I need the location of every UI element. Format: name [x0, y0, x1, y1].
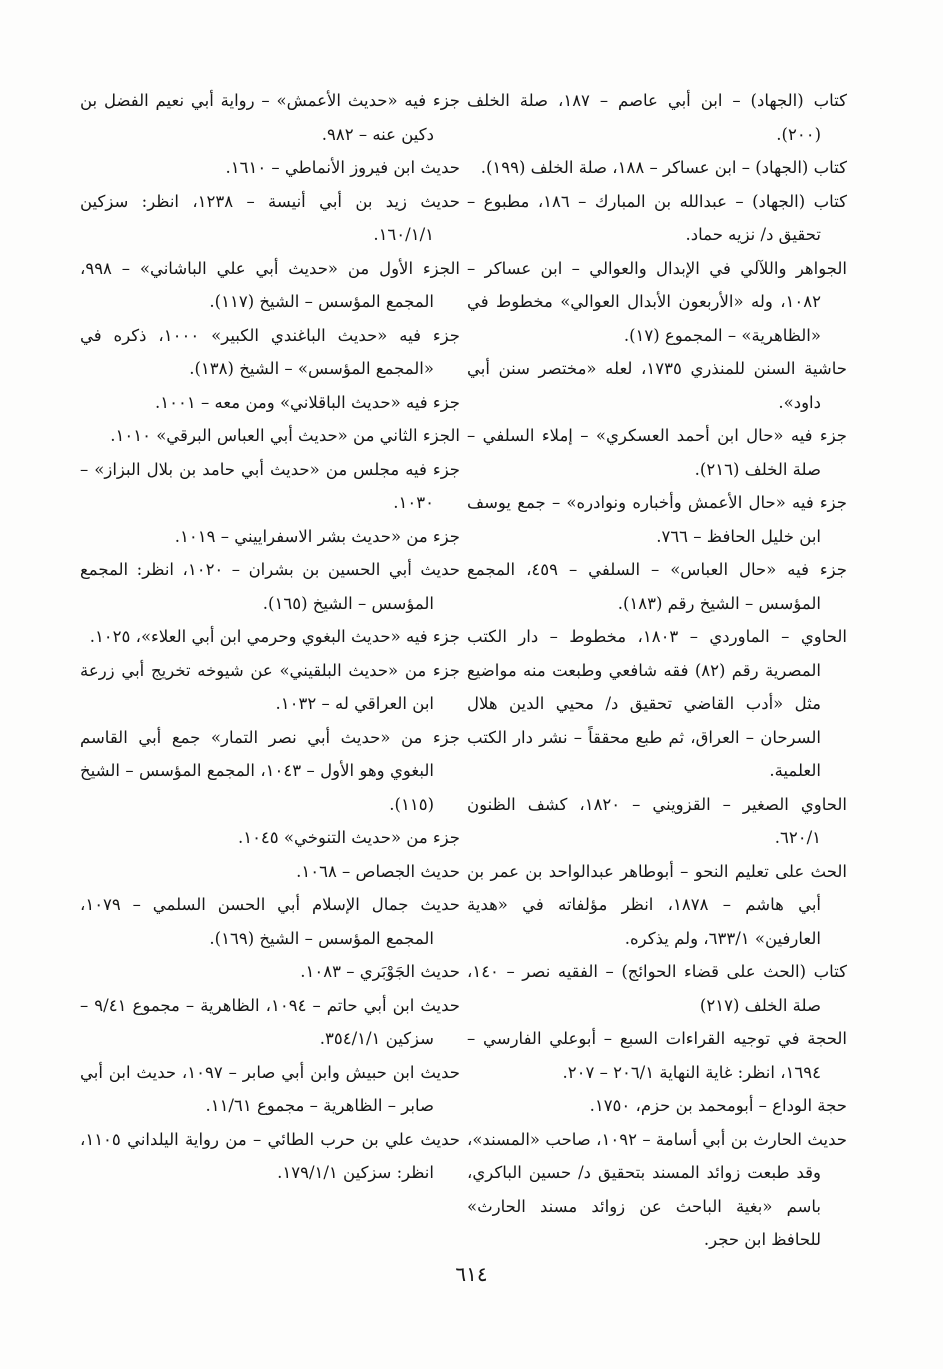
bibliography-entry: جزء فيه مجلس من «حديث أبي حامد بن بلال البزاز» – ١٠٣٠. — [80, 459, 460, 512]
bibliography-entry: كتاب (الجهاد) – ابن أبي عاصم – ١٨٧، صلة الخلف (٢٠٠). — [467, 91, 847, 144]
bibliography-entry: حديث الجصاص – ١٠٦٨. — [296, 861, 460, 881]
bibliography-entry: جزء من «حديث البلقيني» عن شيوخه تخريج أبي زرعة ابن العراقي له – ١٠٣٢. — [80, 660, 460, 713]
bibliography-entry: حديث زيد بن أبي أنيسة – ١٢٣٨، انظر: سزكين ١٦٠/١/١. — [80, 191, 460, 244]
bibliography-entry: حديث أبي الحسين بن بشران – ١٠٢٠، انظر: المجمع المؤسس – الشيخ (١٦٥). — [80, 560, 460, 613]
bibliography-entry: حديث ابن فيروز الأنماطي – ١٦١٠. — [225, 158, 460, 177]
bibliography-entry: حديث ابن أبي حاتم – ١٠٩٤، الظاهرية – مجموع ٩/٤١ – سزكين ٣٥٤/١/١. — [80, 995, 461, 1048]
bibliography-entry: حديث الجَوْبَري – ١٠٨٣. — [300, 962, 460, 981]
right-column — [467, 84, 847, 1257]
bibliography-entry: جزء فيه «حال الأعمش وأخباره ونوادره» – جمع يوسف ابن خليل الحافظ – ٧٦٦. — [467, 493, 847, 546]
bibliography-entry: كتاب (الحث على قضاء الحوائج) – الفقيه نصر – ١٤٠، صلة الخلف (٢١٧) — [467, 962, 847, 1015]
bibliography-entry: حديث جمال الإسلام أبي الحسن السلمي – ١٠٧٩، المجمع المؤسس – الشيخ (١٦٩). — [80, 895, 460, 948]
bibliography-entry: حديث الحارث بن أبي أسامة – ١٠٩٢، صاحب «المسند»، وقد طبعت زوائد المسند بتحقيق د/ حسين الباكري، باسم «بغية الباحث عن زوائد مسند الحارث» للحافظ ابن حجر. — [467, 1129, 848, 1249]
bibliography-entry: كتاب (الجهاد) – عبدالله بن المبارك – ١٨٦، مطبوع – تحقيق د/ نزيه حماد. — [467, 191, 847, 244]
bibliography-entry: كتاب (الجهاد) – ابن عساكر – ١٨٨، صلة الخلف (١٩٩). — [480, 158, 847, 177]
bibliography-entry: جزء فيه «حال العباس» – السلفي – ٤٥٩، المجمع المؤسس – الشيخ رقم (١٨٣). — [467, 560, 847, 613]
bibliography-entry: حاشية السنن للمنذري ١٧٣٥، لعله «مختصر سنن أبي داود». — [467, 359, 847, 412]
bibliography-entry: الجزء الأول من «حديث أبي علي الباشاني» – ٩٩٨، المجمع المؤسس – الشيخ (١١٧). — [80, 258, 460, 311]
bibliography-entry: حجة الوداع – أبومحمد بن حزم، ١٧٥٠. — [589, 1096, 847, 1115]
left-column — [80, 84, 460, 1190]
bibliography-entry: جزء فيه «حديث الأعمش» – رواية أبي نعيم الفضل بن دكين عنه – ٩٨٢. — [80, 91, 460, 144]
bibliography-entry: الحاوي – الماوردي – ١٨٠٣، مخطوط – دار الكتب المصرية رقم (٨٢) فقه شافعي وطبعت منه مواضيع مثل «أدب القاضي تحقيق د/ محيي الدين هلال السرحان – العراق، ثم طبع محققاً – نشر دار الكتب العلمية. — [467, 627, 847, 780]
bibliography-entry: الحث على تعليم النحو – أبوطاهر عبدالواحد بن عمر بن أبي هاشم – ١٨٧٨، انظر مؤلفاته في «هدية العارفين» ٦٣٣/١، ولم يذكره. — [467, 861, 847, 948]
page-number: ٦١٤ — [455, 1262, 488, 1286]
bibliography-entry: جزء فيه «حديث البغوي وحرمي ابن أبي العلاء»، ١٠٢٥. — [89, 627, 460, 646]
bibliography-entry: حديث علي بن حرب الطائي – من رواية اليلداني ١١٠٥، انظر: سزكين ١٧٩/١/١. — [80, 1129, 460, 1182]
bibliography-entry: جزء فيه «حديث الباقلاني» ومن معه – ١٠٠١. — [155, 392, 460, 412]
bibliography-entry: الجواهر واللآلي في الإبدال والعوالي – ابن عساكر – ١٠٨٢، وله «الأربعون الأبدال العوالي» مخطوط في «الظاهرية» – المجموع (١٧). — [467, 258, 847, 345]
bibliography-entry: جزء من «حديث أبي نصر التمار» جمع أبي القاسم البغوي وهو الأول – ١٠٤٣، المجمع المؤسس – الشيخ (١١٥). — [80, 727, 460, 814]
bibliography-entry: الحاوي الصغير – القزويني – ١٨٢٠، كشف الظنون ٦٢٠/١. — [467, 794, 847, 847]
bibliography-entry: جزء من «حديث بشر الاسفراييني – ١٠١٩. — [174, 526, 460, 546]
bibliography-entry: جزء فيه «حال ابن أحمد العسكري» – إملاء السلفي – صلة الخلف (٢١٦). — [467, 426, 847, 479]
bibliography-entry: حديث ابن حبيش وابن أبي صابر – ١٠٩٧، حديث ابن أبي صابر – الظاهرية – مجموع ١١/٦١. — [80, 1062, 461, 1115]
bibliography-entry: جزء من «حديث التنوخي» ١٠٤٥. — [237, 828, 460, 847]
bibliography-entry: الجزء الثاني من «حديث أبي العباس البرقي» ١٠١٠. — [110, 426, 460, 445]
bibliography-entry: جزء فيه «حديث الباغندي الكبير» ١٠٠٠، ذكره في «المجمع المؤسس» – الشيخ (١٣٨). — [80, 325, 460, 378]
bibliography-entry: الحجة في توجيه القراءات السبع – أبوعلي الفارسي – ١٦٩٤، انظر: غاية النهاية ٢٠٦/١ – ٢٠٧. — [467, 1029, 847, 1082]
